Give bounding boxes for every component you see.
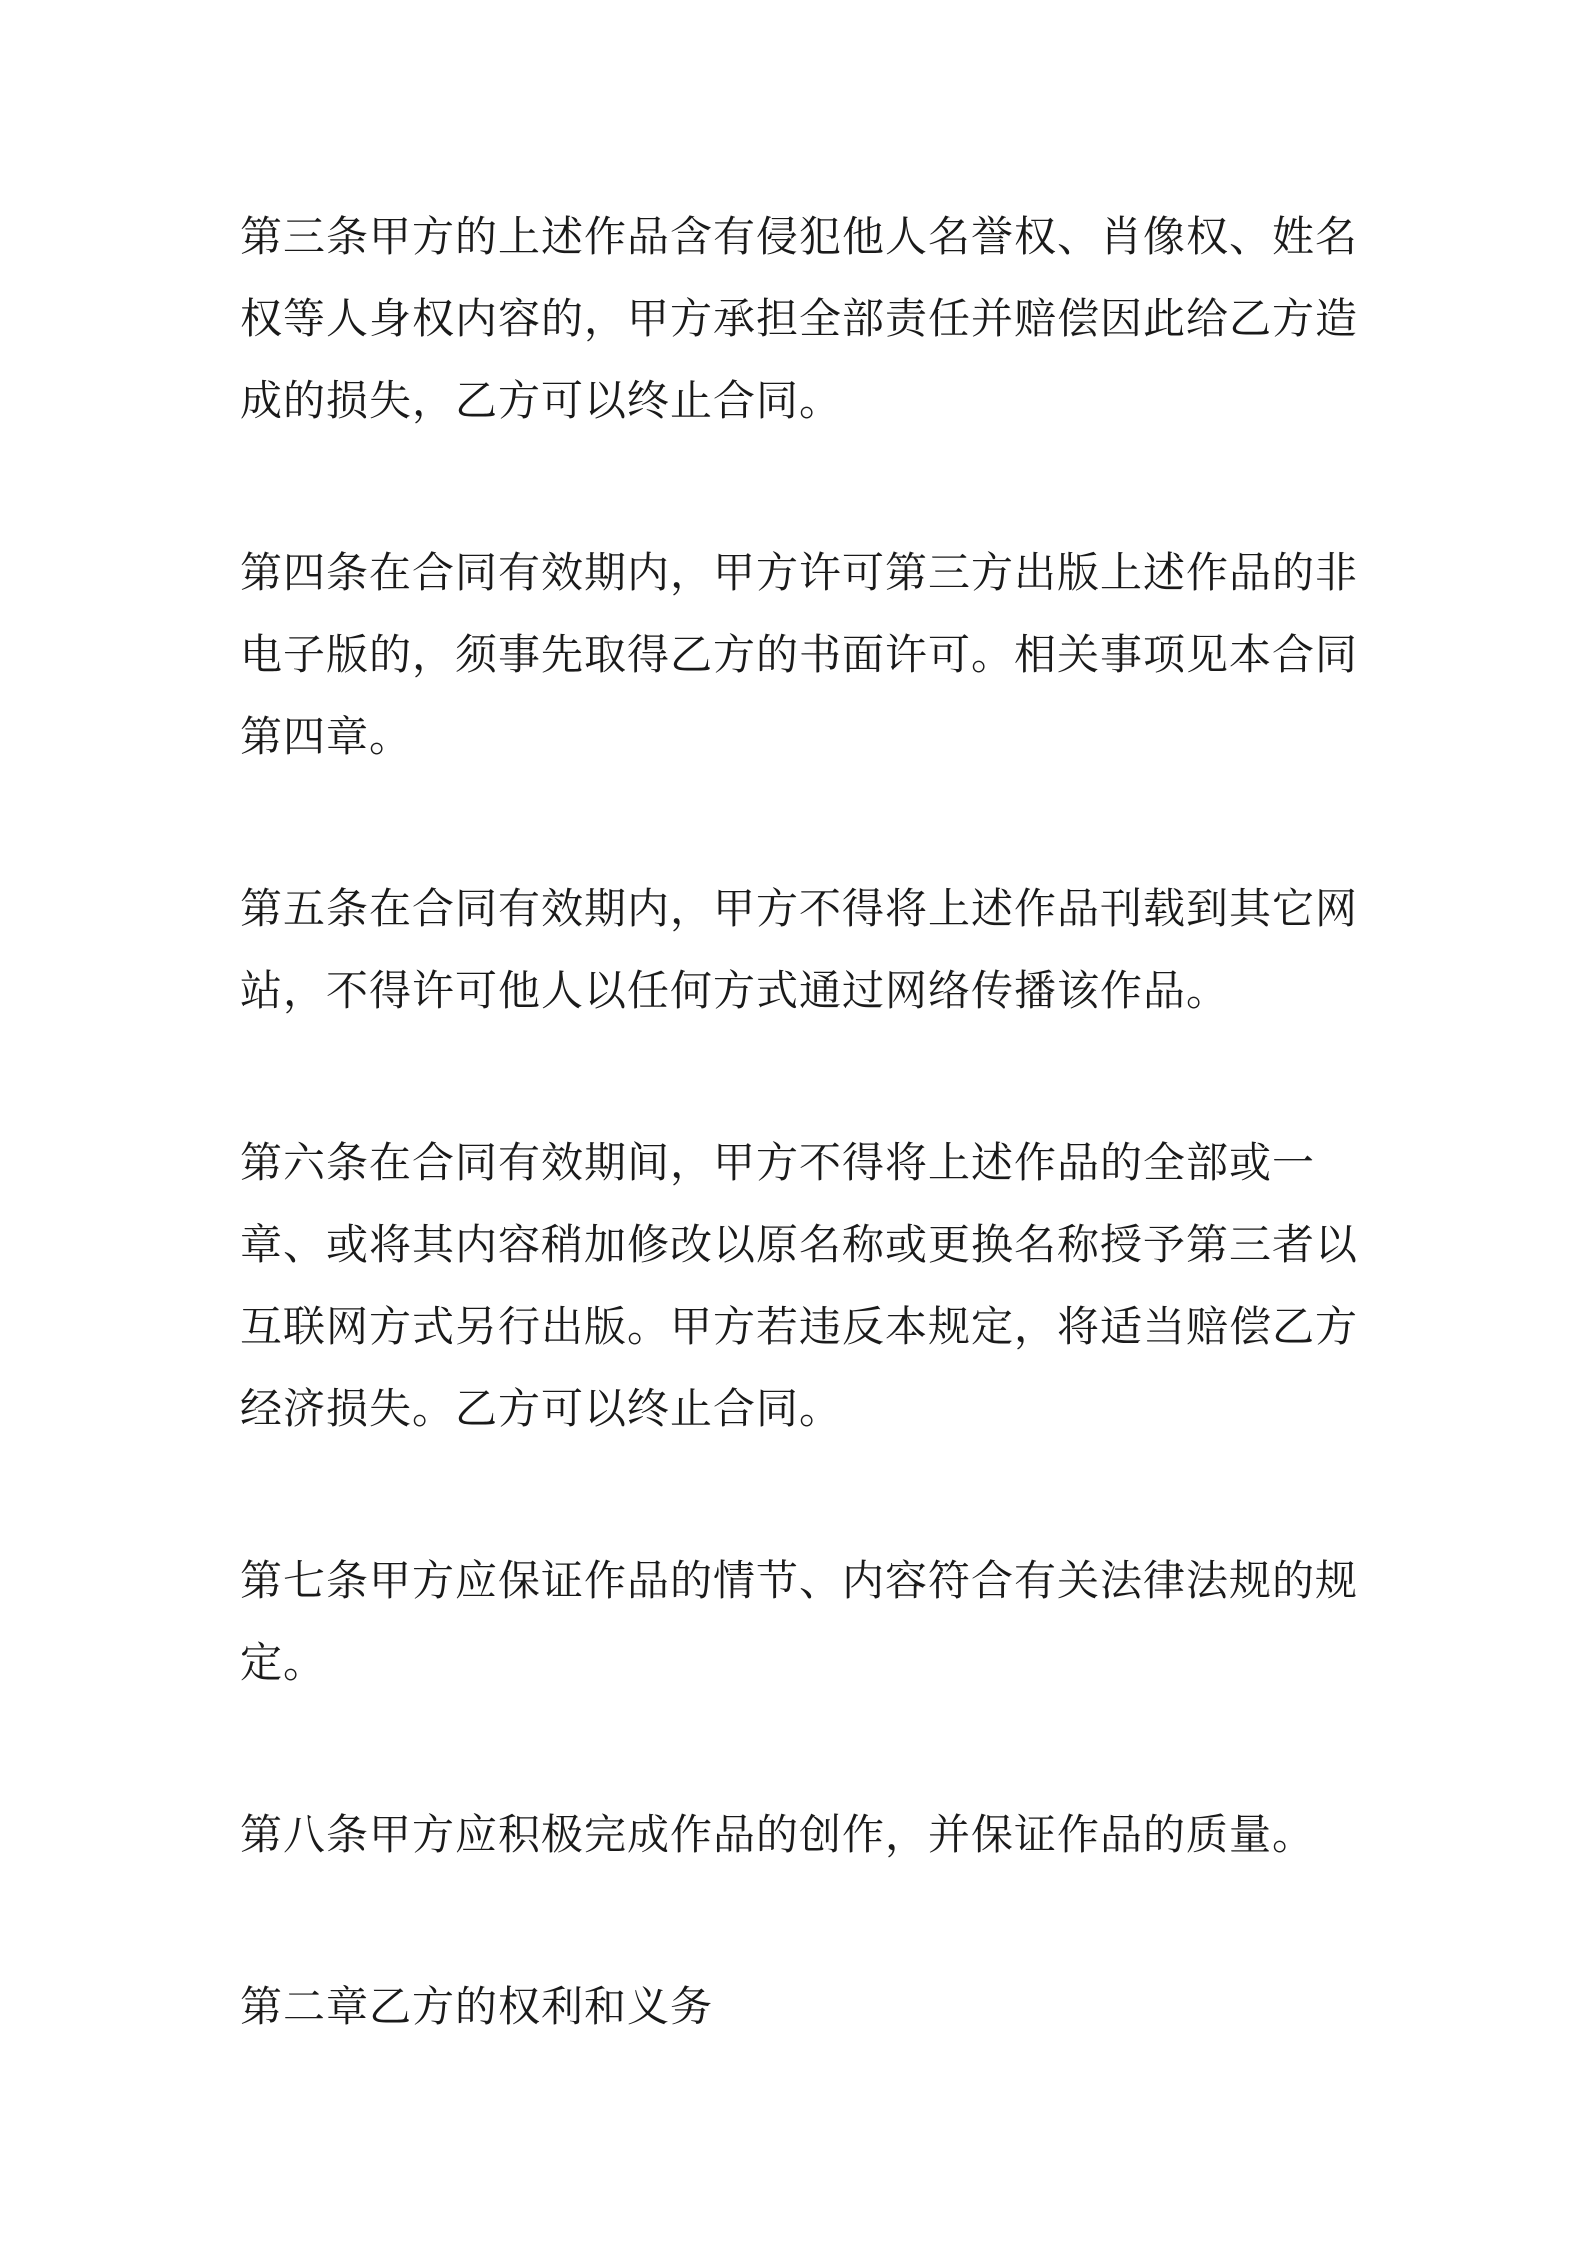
article-3-paragraph: 第三条甲方的上述作品含有侵犯他人名誉权、肖像权、姓名权等人身权内容的，甲方承担全部责任并赔偿因此给乙方造成的损失，乙方可以终止合同。 (240, 212, 1359, 425)
article-6-paragraph: 第六条在合同有效期间，甲方不得将上述作品的全部或一章、或将其内容稍加修改以原名称或更换名称授予第三者以互联网方式另行出版。甲方若违反本规定，将适当赔偿乙方经济损失。乙方可以终止合同。 (240, 1138, 1359, 1433)
document-body (240, 196, 1358, 2138)
article-5-paragraph: 第五条在合同有效期内，甲方不得将上述作品刊载到其它网站，不得许可他人以任何方式通过网络传播该作品。 (240, 884, 1359, 1015)
article-7-paragraph: 第七条甲方应保证作品的情节、内容符合有关法律法规的规定。 (240, 1556, 1359, 1687)
article-8-paragraph: 第八条甲方应积极完成作品的创作，并保证作品的质量。 (240, 1810, 1316, 1859)
article-4-paragraph: 第四条在合同有效期内，甲方许可第三方出版上述作品的非电子版的，须事先取得乙方的书面许可。相关事项见本合同第四章。 (240, 548, 1359, 761)
chapter-2-heading: 第二章乙方的权利和义务 (240, 1982, 714, 2031)
